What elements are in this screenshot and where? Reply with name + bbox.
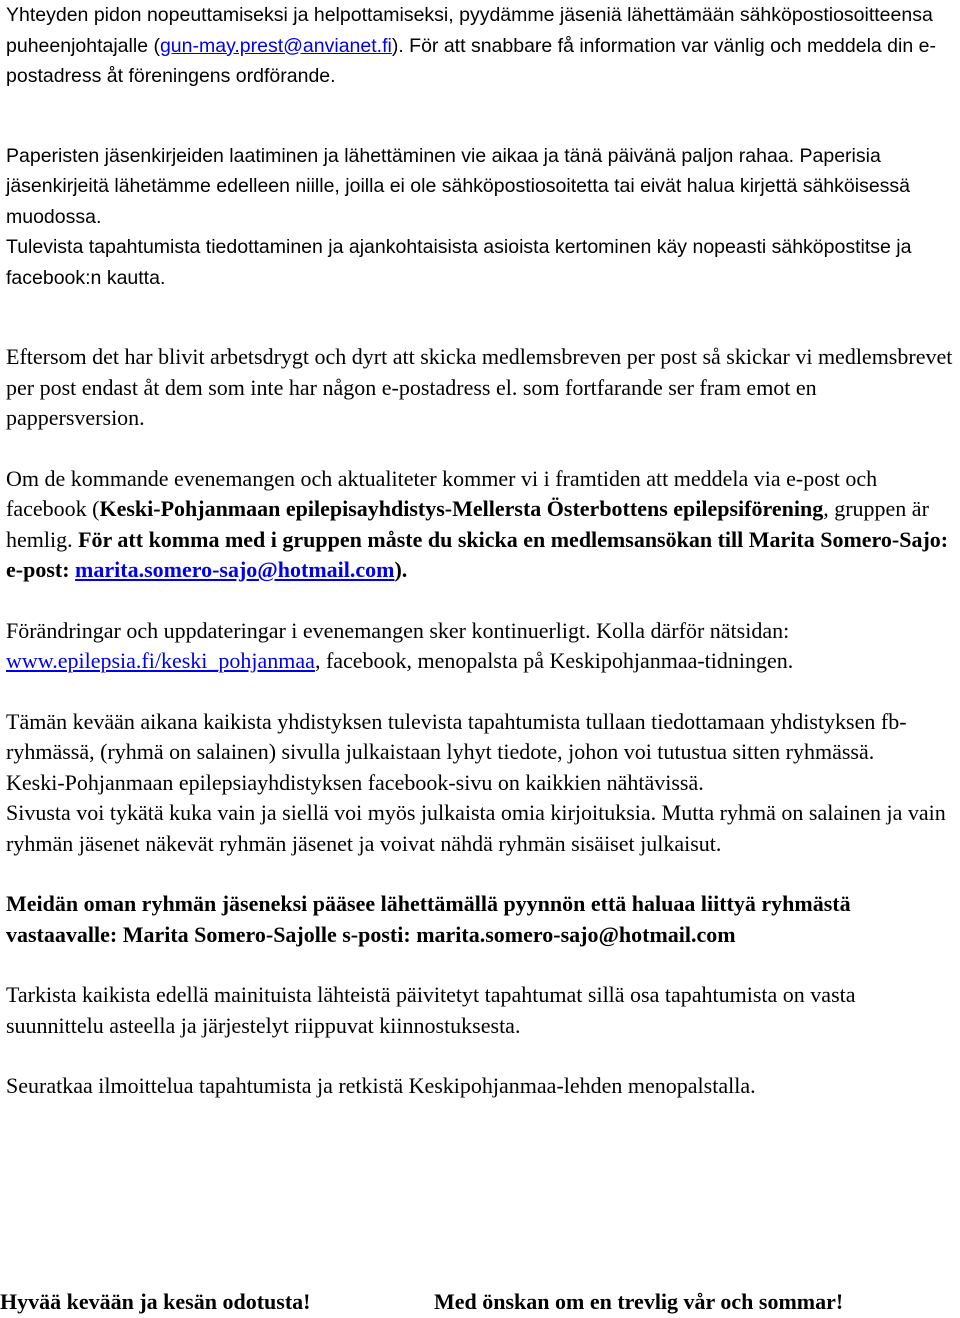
marita-email-link[interactable]: marita.somero-sajo@hotmail.com [75,557,395,582]
join-instruction-text: För att komma med i gruppen måste du skicka en medlemsansökan till Marita Somero-Sajo: e-post: [6,526,949,582]
join-instruction [6,527,948,583]
join-instruction-end: ). [394,557,408,582]
website-link[interactable]: www.epilepsia.fi/keski_pohjanmaa [6,648,315,673]
paragraph-fi-join [6,889,958,950]
paragraph-sv-facebook [6,464,958,586]
email-request-text-sv: ). För att snabbare få information var vänlig och meddela din e-postadress åt föreningens ordförande. [6,34,936,87]
paragraph-fi-follow: Seuratkaa ilmoittelua tapahtumista ja retkistä Keskipohjanmaa-lehden menopalstalla. [6,1073,756,1098]
chair-email-link[interactable]: gun-may.prest@anvianet.fi [159,34,392,57]
paragraph-future-events: Tulevista tapahtumista tiedottaminen ja ajankohtaisista asioista kertominen käy nopeasti sähköpostitse ja facebook:n kautta. [6,236,912,289]
paragraph-fi-page: Sivusta voi tykätä kuka vain ja siellä voi myös julkaista omia kirjoituksia. Mutta ryhmä on salainen ja vain ryhmän jäsenet näkevät ryhmän jäsenet ja voivat nähdä ryhmän sisäiset julkaisut. [6,800,946,856]
sv-facebook-text-2: , gruppen är hemlig. [6,496,929,552]
document-page [6,0,958,1102]
paragraph-paper-letters: Paperisten jäsenkirjeiden laatiminen ja lähettäminen vie aikaa ja tänä päivänä paljon rahaa. Paperisia jäsenkirjeitä lähetämme edelleen niille, joilla ei ole sähköpostiosoitetta tai eivät halua kirjettä sähköisessä muodossa. [6,144,911,228]
greeting-sv: Med önskan om en trevlig vår och sommar! [434,1289,844,1314]
paragraph-fi-public: Keski-Pohjanmaan epilepsiayhdistyksen facebook-sivu on kaikkien nähtävissä. [6,769,704,795]
paragraph-fi-check: Tarkista kaikista edellä mainituista lähteistä päivitetyt tapahtumat sillä osa tapahtumista on vasta suunnittelu asteella ja järjestelyt riippuvat kiinnostuksesta. [6,982,856,1038]
sv-changes-text: Förändringar och uppdateringar i evenemangen sker kontinuerligt. Kolla därför nätsidan: [6,617,790,643]
email-request-text: Yhteyden pidon nopeuttamiseksi ja helpottamiseksi, pyydämme jäseniä lähettämään sähköpostiosoitteensa puheenjohtajalle ( [6,4,933,57]
paragraph-sv-cost: Eftersom det har blivit arbetsdrygt och dyrt att skicka medlemsbreven per post så skickar vi medlemsbrevet per post endast åt dem som inte har någon e-postadress el. som fortfarande ser fram emot en pappersversion. [6,344,953,430]
paragraph-email-request [6,0,958,92]
paragraph-fi-spring: Tämän kevään aikana kaikista yhdistyksen tulevista tapahtumista tullaan tiedottamaan yhdistyksen fb-ryhmässä, (ryhmä on salainen) sivulla julkaistaan lyhyt tiedote, johon voi tutustua sitten ryhmässä. [6,708,907,764]
greeting-fi: Hyvää kevään ja kesän odotusta! [0,1289,311,1314]
sv-facebook-text: Om de kommande evenemangen och aktualiteter kommer vi i framtiden att meddela via e-post och facebook ( [6,465,878,521]
paragraph-sv-changes [6,616,958,677]
join-text-bold: Meidän oman ryhmän jäseneksi pääsee lähettämällä pyynnön että haluaa liittyä ryhmästä vastaavalle: Marita Somero-Sajolle s-posti: marita.somero-sajo@hotmail.com [6,891,851,947]
sv-changes-text-2: , facebook, menopalsta på Keskipohjanmaa-tidningen. [314,648,794,673]
group-name: Keski-Pohjanmaan epilepisayhdistys-Mellersta Österbottens epilepsiförening [99,496,824,521]
